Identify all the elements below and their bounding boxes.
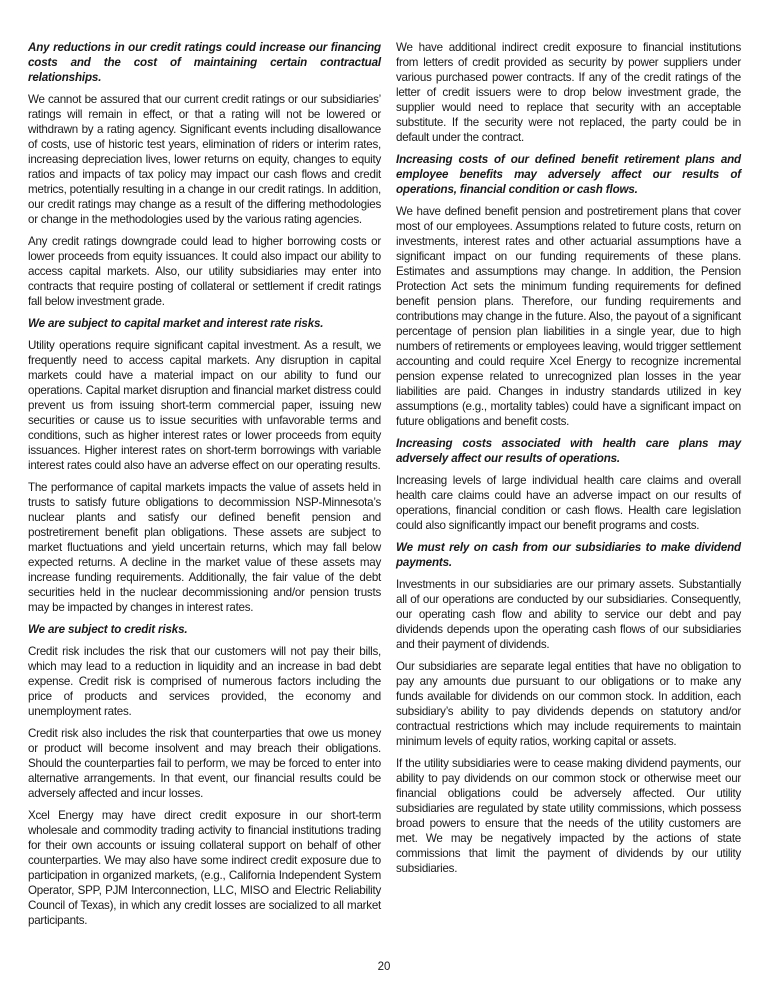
section-heading-capital-market-risks: We are subject to capital market and interest rate risks. — [28, 317, 324, 330]
paragraph: Credit risk includes the risk that our customers will not pay their bills, which may lead to a reduction in liquidity and an increase in bad debt expense. Credit risk is comprised of numerous factors including the price of products and services provided, the economy and unemployment rates. — [28, 645, 381, 718]
paragraph: Any credit ratings downgrade could lead to higher borrowing costs or lower proceeds from equity issuances. It could also impact our ability to access capital markets. Also, our utility subsidiaries may enter into contracts that require posting of collateral or settlement if credit ratings fall below investment grade. — [28, 235, 381, 308]
paragraph: If the utility subsidiaries were to cease making dividend payments, our ability to pay dividends on our common stock or otherwise meet our financial obligations could be adversely affected. Our utility subsidiaries are regulated by state utility commissions, which possess broad powers to ensure that the needs of the utility customers are met. We may be negatively impacted by the actions of state commissions that limit the payment of dividends by our utility subsidiaries. — [396, 757, 741, 875]
paragraph: We cannot be assured that our current credit ratings or our subsidiaries’ ratings will remain in effect, or that a rating will not be lowered or withdrawn by a rating agency. Significant events including disallowance of costs, use of historic test years, elimination of riders or interim rates, increasing depreciation lives, lower returns on equity, changes to equity ratios and impacts of tax policy may impact our cash flows and credit metrics, potentially resulting in a change in our credit ratings. In addition, our credit ratings may change as a result of the differing methodologies or change in the methodologies used by the various rating agencies. — [28, 93, 381, 226]
section-heading-credit-ratings: Any reductions in our credit ratings could increase our financing costs and the cost of maintaining certain contractual relationships. — [28, 41, 381, 84]
paragraph: Increasing levels of large individual health care claims and overall health care claims could have an adverse impact on our results of operations, financial condition or cash flows. Health care legislation could also significantly impact our benefit programs and costs. — [396, 474, 741, 532]
section-heading-health-care-costs: Increasing costs associated with health care plans may adversely affect our results of operations. — [396, 437, 741, 465]
paragraph: Credit risk also includes the risk that counterparties that owe us money or product will become insolvent and may breach their obligations. Should the counterparties fail to perform, we may be forced to enter into alternative arrangements. In that event, our financial results could be adversely affected and incur losses. — [28, 727, 381, 800]
paragraph: We have additional indirect credit exposure to financial institutions from letters of credit provided as security by power suppliers under various purchased power contracts. If any of the credit ratings of the letter of credit issuers were to drop below investment grade, the supplier would need to replace that security with an acceptable substitute. If the security were not replaced, the party could be in default under the contract. — [396, 41, 741, 144]
page-number: 20 — [377, 961, 391, 973]
paragraph: Our subsidiaries are separate legal entities that have no obligation to pay any amounts due pursuant to our obligations or to make any funds available for dividends on our common stock. In addition, each subsidiary’s ability to pay dividends depends on statutory and/or contractual restrictions which may include requirements to maintain minimum levels of equity ratios, working capital or assets. — [396, 660, 741, 748]
paragraph: Xcel Energy may have direct credit exposure in our short-term wholesale and commodity trading activity to financial institutions trading for their own accounts or issuing collateral support on behalf of other counterparties. We may also have some indirect credit exposure due to participation in organized markets, (e.g., California Independent System Operator, SPP, PJM Interconnection, LLC, MISO and Electric Reliability Council of Texas), in which any credit losses are socialized to all market participants. — [28, 809, 381, 927]
section-heading-dividend-payments: We must rely on cash from our subsidiaries to make dividend payments. — [396, 541, 741, 569]
paragraph: Investments in our subsidiaries are our primary assets. Substantially all of our operations are conducted by our subsidiaries. Consequently, our operating cash flow and ability to service our debt and pay dividends depends upon the operating cash flows of our subsidiaries and their payment of dividends. — [396, 578, 741, 651]
section-heading-retirement-plans: Increasing costs of our defined benefit retirement plans and employee benefits may adversely affect our results of operations, financial condition or cash flows. — [396, 153, 741, 196]
paragraph: Utility operations require significant capital investment. As a result, we frequently need to access capital markets. Any disruption in capital markets could have a material impact on our ability to fund our operations. Capital market disruption and financial market distress could prevent us from issuing short-term commercial paper, issuing new securities or cause us to issue securities with unfavorable terms and conditions, such as higher interest rates or lower proceeds from equity issuances. Higher interest rates on short-term borrowings with variable interest rates could also have an adverse effect on our operating results. — [28, 339, 381, 472]
right-column — [396, 40, 741, 883]
left-column — [28, 40, 381, 935]
paragraph: We have defined benefit pension and postretirement plans that cover most of our employees. Assumptions related to future costs, return on investments, interest rates and other actuarial assumptions have a significant impact on our funding requirements of these plans. Estimates and assumptions may change. In addition, the Pension Protection Act sets the minimum funding requirements for defined benefit pension plans. Therefore, our funding requirements and contributions may change in the future. Also, the payout of a significant percentage of pension plan liabilities in a single year, due to high numbers of retirements or employees leaving, would trigger settlement accounting and could require Xcel Energy to recognize incremental pension expense related to unrecognized plan losses in the year liabilities are paid. Changes in industry standards utilized in key assumptions (e.g., mortality tables) could have a significant impact on future obligations and benefit costs. — [396, 205, 741, 428]
section-heading-credit-risks: We are subject to credit risks. — [28, 623, 188, 636]
paragraph: The performance of capital markets impacts the value of assets held in trusts to satisfy future obligations to decommission NSP-Minnesota’s nuclear plants and satisfy our defined benefit pension and postretirement benefit plan obligations. These assets are subject to market fluctuations and yield uncertain returns, which may fall below expected returns. A decline in the market value of these assets may increase funding requirements. Additionally, the fair value of the debt securities held in the nuclear decommissioning and/or pension trusts may be impacted by changes in interest rates. — [28, 481, 381, 614]
